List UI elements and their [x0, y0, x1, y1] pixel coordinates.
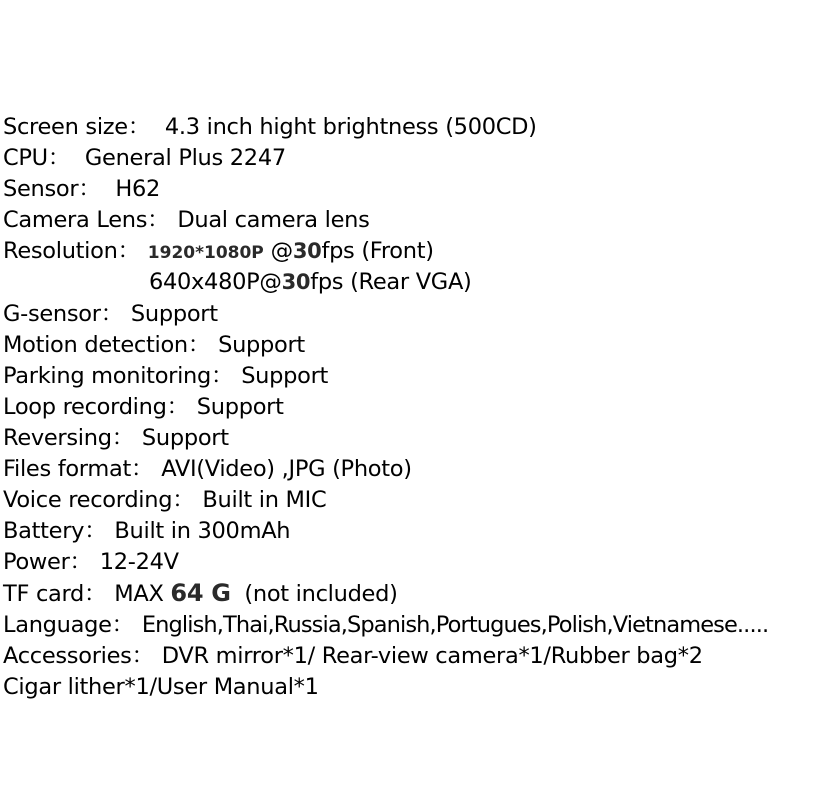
spec-value: 12-24V — [99, 549, 179, 576]
spec-row-camera-lens — [3, 205, 829, 236]
spec-value: Support — [130, 300, 218, 327]
spec-label: TF card — [3, 581, 85, 608]
spec-row-cpu — [3, 143, 829, 174]
spec-separator: ： — [47, 145, 71, 172]
front-fps-number: 30 — [292, 239, 322, 264]
spec-label: Screen size — [3, 114, 128, 140]
spec-row-accessories — [3, 641, 829, 672]
spec-separator: ： — [117, 238, 140, 265]
spec-value: Support — [141, 424, 229, 451]
spec-row-sensor — [3, 174, 829, 205]
spec-value: English,Thai,Russia,Spanish,Portugues,Polish,Vietnamese..... — [141, 611, 769, 638]
spec-row-parking-monitoring — [3, 361, 829, 392]
spec-row-loop-recording — [3, 392, 829, 423]
spec-value: Built in 300mAh — [114, 518, 291, 545]
spec-label: Loop recording — [3, 393, 167, 420]
spec-value: Support — [241, 362, 329, 389]
spec-list — [3, 112, 829, 703]
spec-separator: ： — [211, 362, 234, 389]
spec-label: Power — [3, 549, 70, 576]
spec-separator: ： — [78, 176, 101, 203]
spec-label: Parking monitoring — [3, 362, 211, 389]
spec-separator: ： — [131, 642, 154, 669]
spec-separator: ： — [69, 549, 92, 576]
spec-row-resolution — [3, 236, 829, 267]
spec-separator: ： — [84, 518, 107, 545]
spec-value: Support — [218, 331, 305, 358]
spec-value: Support — [196, 393, 284, 420]
spec-row-voice-recording — [3, 485, 829, 516]
spec-separator: ： — [111, 424, 134, 451]
spec-separator: ： — [100, 300, 123, 327]
spec-row-resolution-rear — [3, 267, 829, 298]
spec-row-reversing — [3, 423, 829, 454]
spec-row-g-sensor — [3, 299, 829, 330]
spec-separator: ： — [84, 581, 107, 608]
spec-separator: ： — [187, 331, 211, 358]
rear-resolution: 640x480P@ — [149, 269, 282, 296]
spec-separator: ： — [131, 456, 154, 483]
spec-separator: ： — [147, 207, 170, 234]
spec-label: Camera Lens — [3, 207, 148, 234]
spec-value: DVR mirror*1/ Rear-view camera*1/Rubber bag*2 — [161, 642, 703, 669]
spec-row-power — [3, 547, 829, 578]
spec-separator: ： — [111, 611, 134, 638]
spec-row-language — [3, 610, 829, 641]
spec-row-accessories-continued — [3, 672, 829, 703]
spec-label: G-sensor — [3, 300, 101, 327]
spec-value: 4.3 inch hight brightness (500CD) — [158, 114, 537, 140]
front-resolution: 1920*1080P — [147, 243, 264, 264]
spec-label: CPU — [3, 145, 48, 172]
tf-card-suffix: (not included) — [230, 581, 398, 608]
spec-row-motion-detection — [3, 330, 829, 361]
spec-value: Cigar lither*1/User Manual*1 — [3, 673, 319, 700]
spec-label: Files format — [3, 456, 131, 483]
spec-value: AVI(Video) ,JPG (Photo) — [161, 456, 412, 483]
spec-separator: ： — [166, 393, 189, 420]
spec-label: Accessories — [3, 642, 132, 669]
spec-row-files-format — [3, 454, 829, 485]
spec-separator: ： — [127, 114, 151, 140]
spec-label: Sensor — [3, 176, 79, 203]
spec-label: Reversing — [3, 424, 112, 451]
front-fps-rest: fps (Front) — [321, 238, 434, 265]
spec-label: Resolution — [3, 238, 118, 265]
front-at: @ — [263, 238, 293, 265]
tf-card-capacity: 64 G — [170, 579, 231, 608]
spec-value: H62 — [108, 176, 161, 203]
spec-label: Language — [3, 611, 112, 638]
spec-label: Battery — [3, 518, 85, 545]
spec-label: Voice recording — [3, 487, 173, 514]
rear-fps-number: 30 — [281, 270, 311, 295]
spec-row-screen-size — [3, 112, 829, 143]
spec-separator: ： — [172, 487, 195, 514]
spec-row-battery — [3, 516, 829, 547]
spec-value: General Plus 2247 — [78, 145, 286, 172]
spec-row-tf-card — [3, 578, 829, 609]
tf-card-prefix: MAX — [114, 581, 171, 608]
rear-fps-rest: fps (Rear VGA) — [310, 269, 472, 296]
spec-value: Built in MIC — [202, 487, 327, 514]
spec-label: Motion detection — [3, 331, 188, 358]
spec-value: Dual camera lens — [177, 207, 370, 234]
